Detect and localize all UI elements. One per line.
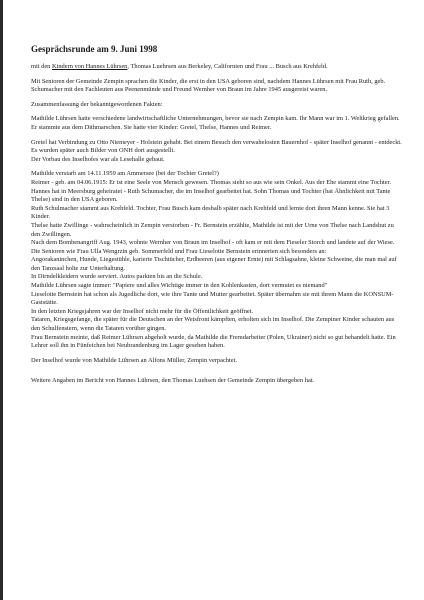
- intro-paragraph: [31, 63, 403, 72]
- fact-line: Hannes hat in Meersburg geheiratet - Ruth Schumacher, die im Inselhof gearbeitet hat. Sohn Thomas und Tochter (hat Ähnlichkeit mit Tante Thelse) sind in den USA geboren.: [31, 187, 391, 204]
- verpachtet-paragraph: Der Inselhof wurde von Mathilde Lührsen an Alfons Müller, Zempin verpachtet.: [31, 356, 237, 364]
- page-title: Gesprächsrunde am 9. Juni 1998: [31, 44, 158, 54]
- fact-line: In den letzten Kriegsjahren war der Inselhof nicht mehr für die Öffentlichkeit geöffnet.: [31, 307, 254, 315]
- fact-line: In Dirndelkleidern wurde serviert. Autos parkten bis an die Schule.: [31, 273, 203, 281]
- document-body: [31, 44, 403, 392]
- fact-line: Mathilde Lührsen sagte immer: "Papiere und alles Wichtige immer in den Kohlenkasten, dort vermutet es niemand": [31, 282, 328, 290]
- fact-line: Nach dem Bombenangriff Aug. 1943, wohnte Wernher von Braun im Inselhof - oft kam er mit dem Fieseler Storch und landete auf der Wiese.: [31, 239, 395, 247]
- seniors-paragraph: Mit Senioren der Gemeinde Zempin sprachen die Kinder, die erst in den USA geboren sind, nachdem Hannes Lührsen mit Frau Ruth, geb. Schumacher mit den Fachleuten aus Peenenmünde und Freund Wernher von Braun im Jahre 1945 ausgereist waren.: [31, 77, 386, 94]
- intro-emphasis: Kindern von Hannes Lührsen: [51, 63, 128, 70]
- fact-line: Ruth Schulmacher stammt aus Krehfeld. Tochter, Frau Busch kam deshalb später nach Krehfeld und lernte dort ihren Mann kenne. Sie hat 3 Kinder.: [31, 204, 390, 221]
- vorbau-line: Der Vorbau des Inselhofes war als Lesehalle gebaut.: [31, 155, 165, 163]
- fact-line: Mathilde verstarb am 14.11.1959 am Ammersee (bei der Tochter Gretel?): [31, 170, 219, 178]
- scan-edge: [0, 0, 3, 600]
- fact-line: Frau Bernstein meinte, daß Reimer Lührsen abgeholt wurde, da Mathilde die Fremdarbeiter (Polen, Ukrainer) nicht so gut behandelt hatte. Ein Lehrer soll ihn in Fünfeichen bei Neubrandenburg im Lager gesehen haben.: [31, 333, 396, 350]
- fact-line: Reimer - geb. am 04.06.1915: Er ist eine Seele von Mensch gewesen. Thomas sieht so aus wie sein Onkel. Aus der Ehe stammt eine Tochter.: [31, 178, 391, 186]
- facts-block: [31, 170, 403, 350]
- summary-heading: Zusammenfassung der bekanntgewordenen Fakten:: [31, 100, 163, 108]
- gretel-paragraph: Gretel hat Verbindung zu Otto Niemeyer - Holstein gehabt. Bei einem Besuch den verwahelosten Bauernhof - später Inselhof genannt - entdeckt. Es wurden später auch Bilder von ONH dort ausgestellt.: [31, 138, 402, 155]
- fact-line: Lieselotte Bernstein hat schon als Jugedliche dort, wie ihre Tante und Mutter gearbeitet. Später übernahm sie mit ihrem Mann die KONSUM-Gaststätte.: [31, 290, 394, 307]
- fact-line: Die Senioren wie Frau Ulla Wengrzin geb. Sommerfeld und Frau Lieselotte Bernstein erinnerten sich besonders an:: [31, 247, 327, 255]
- fact-line: Tataren, Kriegsgefange, die später für die Deutschen an der Wetsfront kämpften, erholten sich im Inselhof. Die Zempiner Kinder schauten aus den Schulfenstern, wenn die Tataren vorüber gingen.: [31, 316, 395, 333]
- fact-line: Thelse hatte Zwillinge - wahrscheinlich in Zempin verstorben - Fr. Bernstein erzählte, Mathilde ist mit der Urne von Thelse nach Landshut zu den Zwillingen.: [31, 221, 394, 238]
- mathilde-paragraph: Mathilde Lührsen hatte verschiedene landwirtschaftliche Unternehmungen, bevor sie nach Zempin kam. Ihr Mann war im 1. Weltkrieg gefallen. Er stammte aus dem Dithmarschen. Sie hatte vier Kinder: Gretel, Thelse, Hannes und Reimer.: [31, 115, 400, 131]
- fact-line: Angorakaninchen, Hunde, Liegestühle, karierte Tischtücher, Erdbeeren (aus eigener Ernte) mit Schlagsahne, kleine Schweine, die man mal auf den Tanzsaal holte zur Unterhaltung.: [31, 256, 397, 272]
- intro-prefix: mit den: [31, 63, 52, 70]
- intro-suffix: , Thomas Luehrsen aus Berkeley, Californien und Frau ... Busch aus Krehfeld.: [127, 63, 328, 70]
- weitere-paragraph: Weitere Angaben im Bericht von Hannes Lührsen, den Thomas Luehsen der Gemeinde Zempin übergeben hat.: [31, 377, 315, 385]
